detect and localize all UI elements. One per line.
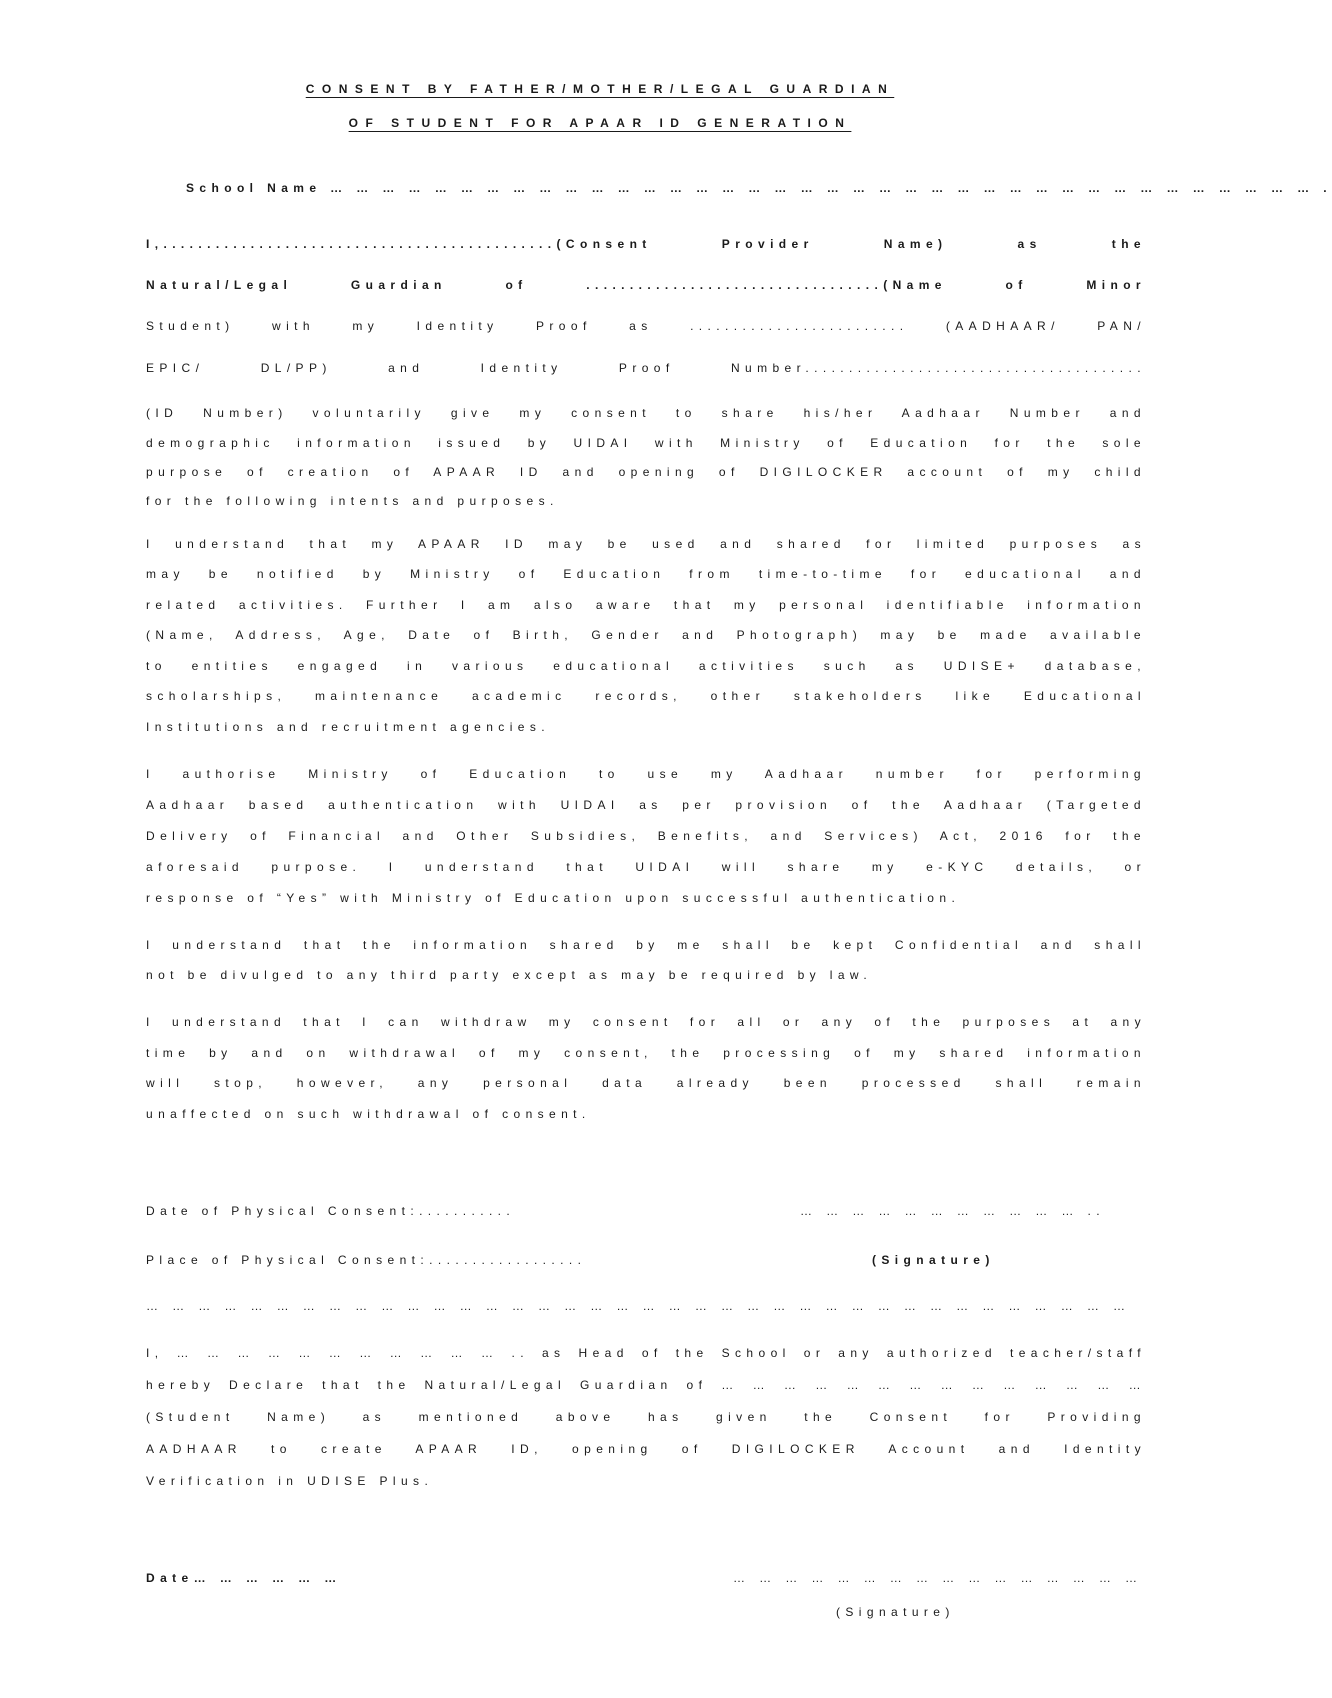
head-date-field: Date… … … … … … xyxy=(146,1571,342,1585)
form-title-line-1: CONSENT BY FATHER/MOTHER/LEGAL GUARDIAN xyxy=(305,82,895,96)
consent-line-4: EPIC/ DL/PP) and Identity Proof Number....................................... xyxy=(146,361,1146,375)
place-of-physical-consent-field: Place of Physical Consent:.................. xyxy=(146,1253,587,1267)
date-of-physical-consent-field: Date of Physical Consent:........... xyxy=(146,1204,516,1218)
declaration-line-2: hereby Declare that the Natural/Legal Guardian of … … … … … … … … … … … … … … xyxy=(146,1378,1146,1392)
paragraph-5-line-3: will stop, however, any personal data already been processed shall remain xyxy=(146,1076,1146,1090)
paragraph-1-line-4: for the following intents and purposes. xyxy=(146,494,559,508)
paragraph-2-line-5: to entities engaged in various educational activities such as UDISE+ database, xyxy=(146,659,1146,673)
paragraph-2-line-3: related activities. Further I am also aware that my personal identifiable information xyxy=(146,598,1146,612)
declaration-line-5: Verification in UDISE Plus. xyxy=(146,1474,434,1488)
consent-line-2: Natural/Legal Guardian of ..................................(Name of Minor xyxy=(146,278,1146,292)
declaration-line-1: I, … … … … … … … … … … … .. as Head of the School or any authorized teacher/staff xyxy=(146,1346,1146,1360)
section-separator: … … … … … … … … … … … … … … … … … … … … … … … … … … … … … … … … … … … … … … xyxy=(146,1299,1131,1313)
declaration-line-4: AADHAAR to create APAAR ID, opening of DIGILOCKER Account and Identity xyxy=(146,1442,1146,1456)
form-title-line-2: OF STUDENT FOR APAAR ID GENERATION xyxy=(348,116,852,130)
paragraph-2-line-1: I understand that my APAAR ID may be used and shared for limited purposes as xyxy=(146,537,1146,551)
paragraph-2-line-6: scholarships, maintenance academic records, other stakeholders like Educational xyxy=(146,689,1146,703)
paragraph-4-line-1: I understand that the information shared by me shall be kept Confidential and shall xyxy=(146,938,1146,952)
paragraph-4-line-2: not be divulged to any third party except as may be required by law. xyxy=(146,968,873,982)
head-signature-dots: … … … … … … … … … … … … … … … … xyxy=(733,1571,1143,1585)
consent-line-3: Student) with my Identity Proof as ......................... (AADHAAR/ PAN/ xyxy=(146,319,1146,333)
paragraph-2-line-7: Institutions and recruitment agencies. xyxy=(146,720,550,734)
paragraph-3-line-4: aforesaid purpose. I understand that UIDAI will share my e-KYC details, or xyxy=(146,860,1146,874)
paragraph-3-line-3: Delivery of Financial and Other Subsidies, Benefits, and Services) Act, 2016 for the xyxy=(146,829,1146,843)
paragraph-2-line-4: (Name, Address, Age, Date of Birth, Gender and Photograph) may be made available xyxy=(146,628,1146,642)
paragraph-5-line-4: unaffected on such withdrawal of consent. xyxy=(146,1107,591,1121)
head-signature-label: (Signature) xyxy=(836,1605,955,1619)
school-name-line: School Name … … … … … … … … … … … … … … … … … … … … … … … … … … … … … … … … … … … … … … . xyxy=(186,181,1332,195)
declaration-line-3: (Student Name) as mentioned above has given the Consent for Providing xyxy=(146,1410,1146,1424)
paragraph-1-line-3: purpose of creation of APAAR ID and opening of DIGILOCKER account of my child xyxy=(146,465,1146,479)
paragraph-3-line-2: Aadhaar based authentication with UIDAI as per provision of the Aadhaar (Targeted xyxy=(146,798,1146,812)
paragraph-5-line-2: time by and on withdrawal of my consent, the processing of my shared information xyxy=(146,1046,1146,1060)
consent-line-1: I,.............................................(Consent Provider Name) as the xyxy=(146,237,1146,251)
paragraph-3-line-1: I authorise Ministry of Education to use my Aadhaar number for performing xyxy=(146,767,1146,781)
paragraph-2-line-2: may be notified by Ministry of Education from time-to-time for educational and xyxy=(146,567,1146,581)
paragraph-1-line-2: demographic information issued by UIDAI with Ministry of Education for the sole xyxy=(146,436,1146,450)
paragraph-1-line-1: (ID Number) voluntarily give my consent to share his/her Aadhaar Number and xyxy=(146,406,1146,420)
guardian-signature-dots: … … … … … … … … … … … .. xyxy=(800,1204,1105,1218)
paragraph-3-line-5: response of “Yes” with Ministry of Education upon successful authentication. xyxy=(146,891,961,905)
paragraph-5-line-1: I understand that I can withdraw my consent for all or any of the purposes at any xyxy=(146,1015,1146,1029)
guardian-signature-label: (Signature) xyxy=(872,1253,995,1267)
